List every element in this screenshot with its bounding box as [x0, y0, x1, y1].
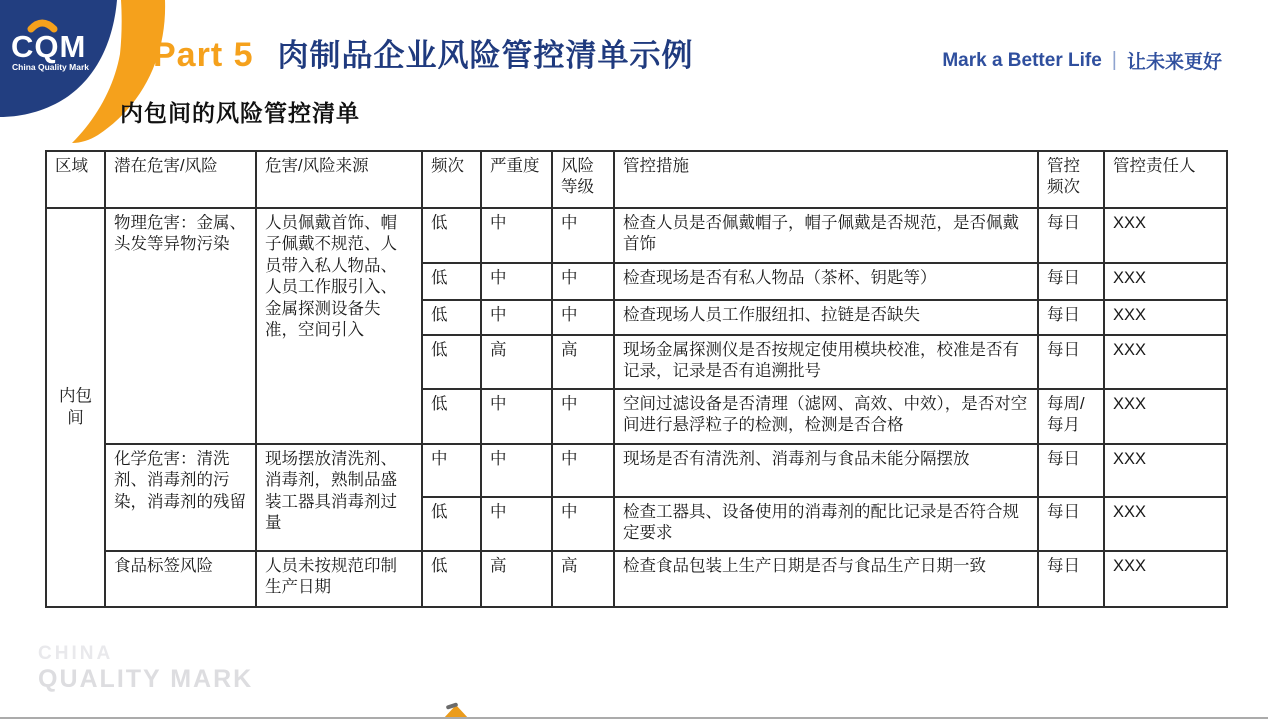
watermark-line1: CHINA: [38, 643, 114, 664]
measure-cell: 检查现场是否有私人物品（茶杯、钥匙等）: [614, 263, 1038, 300]
watermark: [38, 644, 253, 692]
risk-control-table: [45, 150, 1228, 608]
severity-cell: 中: [481, 444, 552, 497]
owner-cell: XXX: [1104, 444, 1227, 497]
severity-cell: 中: [481, 300, 552, 335]
control-frequency-cell: 每日: [1038, 300, 1104, 335]
header-cell-area: 区域: [46, 151, 105, 208]
control-frequency-cell: 每日: [1038, 208, 1104, 263]
header-cell-owner: 管控责任人: [1104, 151, 1227, 208]
source-cell: 人员未按规范印制生产日期: [256, 551, 422, 607]
severity-cell: 高: [481, 335, 552, 389]
risk-level-cell: 中: [552, 389, 614, 444]
risk-level-cell: 中: [552, 300, 614, 335]
cqm-logo: [0, 0, 210, 160]
owner-cell: XXX: [1104, 335, 1227, 389]
logo-acronym: CQM: [11, 29, 87, 64]
table-row: [46, 208, 1227, 263]
table-row: [46, 444, 1227, 497]
frequency-cell: 低: [422, 208, 481, 263]
area-cell: 内包间: [46, 208, 105, 607]
measure-cell: 现场是否有清洗剂、消毒剂与食品未能分隔摆放: [614, 444, 1038, 497]
measure-cell: 检查现场人员工作服纽扣、拉链是否缺失: [614, 300, 1038, 335]
control-frequency-cell: 每日: [1038, 335, 1104, 389]
source-cell: 人员佩戴首饰、帽子佩戴不规范、人员带入私人物品、人员工作服引入、金属探测设备失准，空间引入: [256, 208, 422, 444]
risk-level-cell: 高: [552, 335, 614, 389]
header-cell-severity: 严重度: [481, 151, 552, 208]
header-cell-frequency: 频次: [422, 151, 481, 208]
header-cell-measures: 管控措施: [614, 151, 1038, 208]
owner-cell: XXX: [1104, 551, 1227, 607]
motto-separator: |: [1111, 49, 1117, 71]
owner-cell: XXX: [1104, 497, 1227, 551]
risk-level-cell: 中: [552, 444, 614, 497]
frequency-cell: 低: [422, 389, 481, 444]
frequency-cell: 中: [422, 444, 481, 497]
frequency-cell: 低: [422, 335, 481, 389]
severity-cell: 中: [481, 497, 552, 551]
control-frequency-cell: 每日: [1038, 551, 1104, 607]
measure-cell: 检查食品包装上生产日期是否与食品生产日期一致: [614, 551, 1038, 607]
header-cell-hazard: 潜在危害/风险: [105, 151, 256, 208]
part-label: Part 5: [153, 36, 254, 74]
page-title: 肉制品企业风险管控清单示例: [277, 38, 694, 73]
frequency-cell: 低: [422, 300, 481, 335]
measure-cell: 空间过滤设备是否清理（滤网、高效、中效），是否对空间进行悬浮粒子的检测，检测是否合格: [614, 389, 1038, 444]
hazard-cell: 食品标签风险: [105, 551, 256, 607]
header-cell-control-frequency: 管控频次: [1038, 151, 1104, 208]
header-cell-risk-level: 风险等级: [552, 151, 614, 208]
risk-level-cell: 中: [552, 263, 614, 300]
frequency-cell: 低: [422, 497, 481, 551]
motto-zh: 让未来更好: [1126, 52, 1222, 73]
table-header-row: [46, 151, 1227, 208]
owner-cell: XXX: [1104, 208, 1227, 263]
table-row: [46, 551, 1227, 607]
header-cell-source: 危害/风险来源: [256, 151, 422, 208]
hazard-cell: 化学危害：清洗剂、消毒剂的污染，消毒剂的残留: [105, 444, 256, 551]
slide-subtitle: 内包间的风险管控清单: [120, 100, 360, 126]
control-frequency-cell: 每日: [1038, 263, 1104, 300]
control-frequency-cell: 每周/每月: [1038, 389, 1104, 444]
watermark-line2: QUALITY MARK: [38, 665, 254, 693]
severity-cell: 中: [481, 208, 552, 263]
owner-cell: XXX: [1104, 263, 1227, 300]
risk-level-cell: 中: [552, 208, 614, 263]
hazard-cell: 物理危害：金属、头发等异物污染: [105, 208, 256, 444]
severity-cell: 高: [481, 551, 552, 607]
source-cell: 现场摆放清洗剂、消毒剂，熟制品盛装工器具消毒剂过量: [256, 444, 422, 551]
measure-cell: 检查人员是否佩戴帽子，帽子佩戴是否规范，是否佩戴首饰: [614, 208, 1038, 263]
owner-cell: XXX: [1104, 300, 1227, 335]
control-frequency-cell: 每日: [1038, 497, 1104, 551]
risk-level-cell: 高: [552, 551, 614, 607]
frequency-cell: 低: [422, 551, 481, 607]
header-title-row: [153, 30, 694, 75]
severity-cell: 中: [481, 263, 552, 300]
measure-cell: 检查工器具、设备使用的消毒剂的配比记录是否符合规定要求: [614, 497, 1038, 551]
brand-motto: [942, 47, 1222, 74]
control-frequency-cell: 每日: [1038, 444, 1104, 497]
frequency-cell: 低: [422, 263, 481, 300]
measure-cell: 现场金属探测仪是否按规定使用模块校准，校准是否有记录，记录是否有追溯批号: [614, 335, 1038, 389]
owner-cell: XXX: [1104, 389, 1227, 444]
logo-tagline: China Quality Mark: [12, 62, 89, 72]
severity-cell: 中: [481, 389, 552, 444]
bottom-divider-line: [0, 717, 1268, 719]
motto-en: Mark a Better Life: [942, 49, 1102, 71]
risk-level-cell: 中: [552, 497, 614, 551]
